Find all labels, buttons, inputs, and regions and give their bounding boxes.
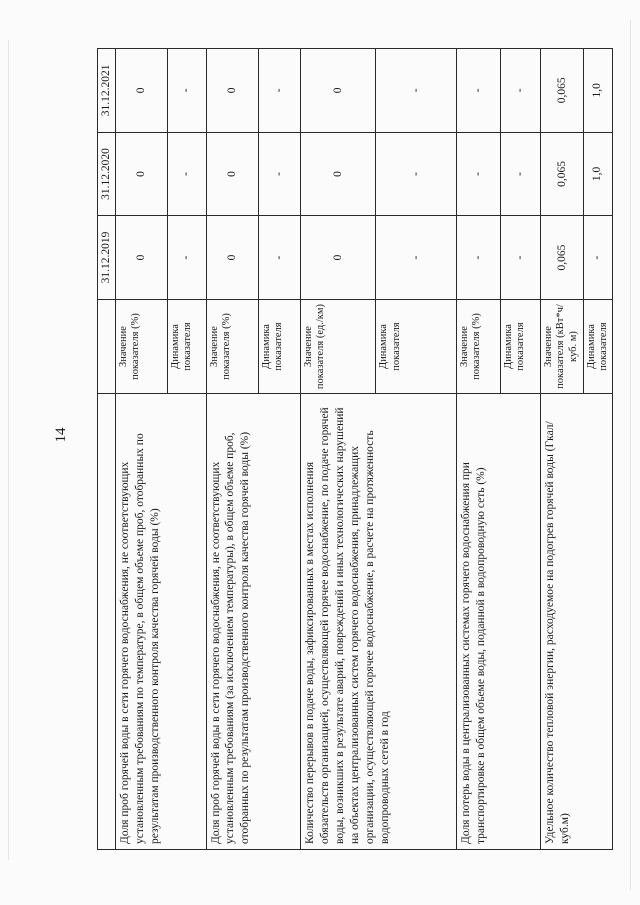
sub-label: Значение показателя (%)	[206, 299, 258, 393]
sub-label: Динамика показателя	[168, 299, 206, 393]
value-cell: -	[168, 132, 206, 216]
value-cell: -	[258, 216, 300, 300]
value-cell: 0	[116, 132, 168, 216]
value-cell: -	[258, 132, 300, 216]
indicator-text: Удельное количество тепловой энергии, расходуемое на подогрев горячей воды (Гкал/куб.м)	[541, 394, 613, 850]
sub-label: Значение показателя (ед./км)	[301, 299, 376, 393]
indicators-table-rotated	[97, 48, 613, 850]
year-header: 31.12.2019	[98, 216, 116, 300]
value-cell: -	[168, 216, 206, 300]
year-header: 31.12.2020	[98, 132, 116, 216]
value-cell: 0	[206, 49, 258, 133]
value-cell: -	[583, 216, 612, 300]
value-cell: -	[168, 49, 206, 133]
sub-label: Динамика показателя	[501, 299, 541, 393]
header-empty-2	[98, 299, 116, 393]
value-cell: 0	[116, 49, 168, 133]
value-cell: 1,0	[583, 132, 612, 216]
indicator-text: Количество перерывов в подаче воды, зафиксированных в местах исполнения обязательств организацией, осуществляющей горячее водоснабжение, по подаче горячей воды, возникших в результате аварий, повреждений и иных технологических нарушений на объектах централизованных систем горячего водоснабжения, принадлежащих организации, осуществляющей горячее водоснабжение, в расчете на протяженность водопроводных сетей в год	[301, 394, 457, 850]
value-cell: 0,065	[541, 132, 583, 216]
indicator-text: Доля проб горячей воды в сети горячего водоснабжения, не соответствующих установленным требованиям (за исключением температуры), в общем объеме проб, отобранных по результатам производственного контроля качества горячей воды (%)	[206, 394, 301, 850]
value-cell: 0	[206, 132, 258, 216]
value-cell: -	[456, 49, 500, 133]
sub-label: Значение показателя (%)	[456, 299, 500, 393]
table-row	[206, 49, 258, 850]
sub-label: Значение показателя (кВт*ч/куб. м)	[541, 299, 583, 393]
value-cell: -	[376, 216, 456, 300]
table-row	[301, 49, 376, 850]
header-empty	[98, 394, 116, 850]
value-cell: -	[258, 49, 300, 133]
year-header: 31.12.2021	[98, 49, 116, 133]
value-cell: -	[456, 216, 500, 300]
sub-label: Динамика показателя	[583, 299, 612, 393]
indicators-table	[97, 48, 613, 850]
header-row	[98, 49, 116, 850]
value-cell: -	[501, 132, 541, 216]
scan-noise-right	[630, 20, 631, 890]
value-cell: 0	[116, 216, 168, 300]
page-number: 14	[53, 427, 69, 443]
sub-label: Значение показателя (%)	[116, 299, 168, 393]
value-cell: 1,0	[583, 49, 612, 133]
scan-noise-left	[8, 40, 9, 860]
value-cell: -	[501, 49, 541, 133]
sub-label: Динамика показателя	[258, 299, 300, 393]
value-cell: 0	[301, 132, 376, 216]
value-cell: -	[501, 216, 541, 300]
sub-label: Динамика показателя	[376, 299, 456, 393]
value-cell: -	[376, 132, 456, 216]
value-cell: 0,065	[541, 216, 583, 300]
value-cell: 0	[206, 216, 258, 300]
indicator-text: Доля проб горячей воды в сети горячего водоснабжения, не соответствующих установленным требованиям по температуре, в общем объеме проб, отобранных по результатам производственного контроля качества горячей воды (%)	[116, 394, 207, 850]
table-row	[541, 49, 583, 850]
value-cell: 0	[301, 49, 376, 133]
indicator-text: Доля потерь воды в централизованных системах горячего водоснабжения при транспортировке в общем объеме воды, поданной в водопроводную сеть (%)	[456, 394, 540, 850]
value-cell: -	[376, 49, 456, 133]
table-row	[116, 49, 168, 850]
value-cell: -	[456, 132, 500, 216]
value-cell: 0,065	[541, 49, 583, 133]
table-row	[456, 49, 500, 850]
value-cell: 0	[301, 216, 376, 300]
